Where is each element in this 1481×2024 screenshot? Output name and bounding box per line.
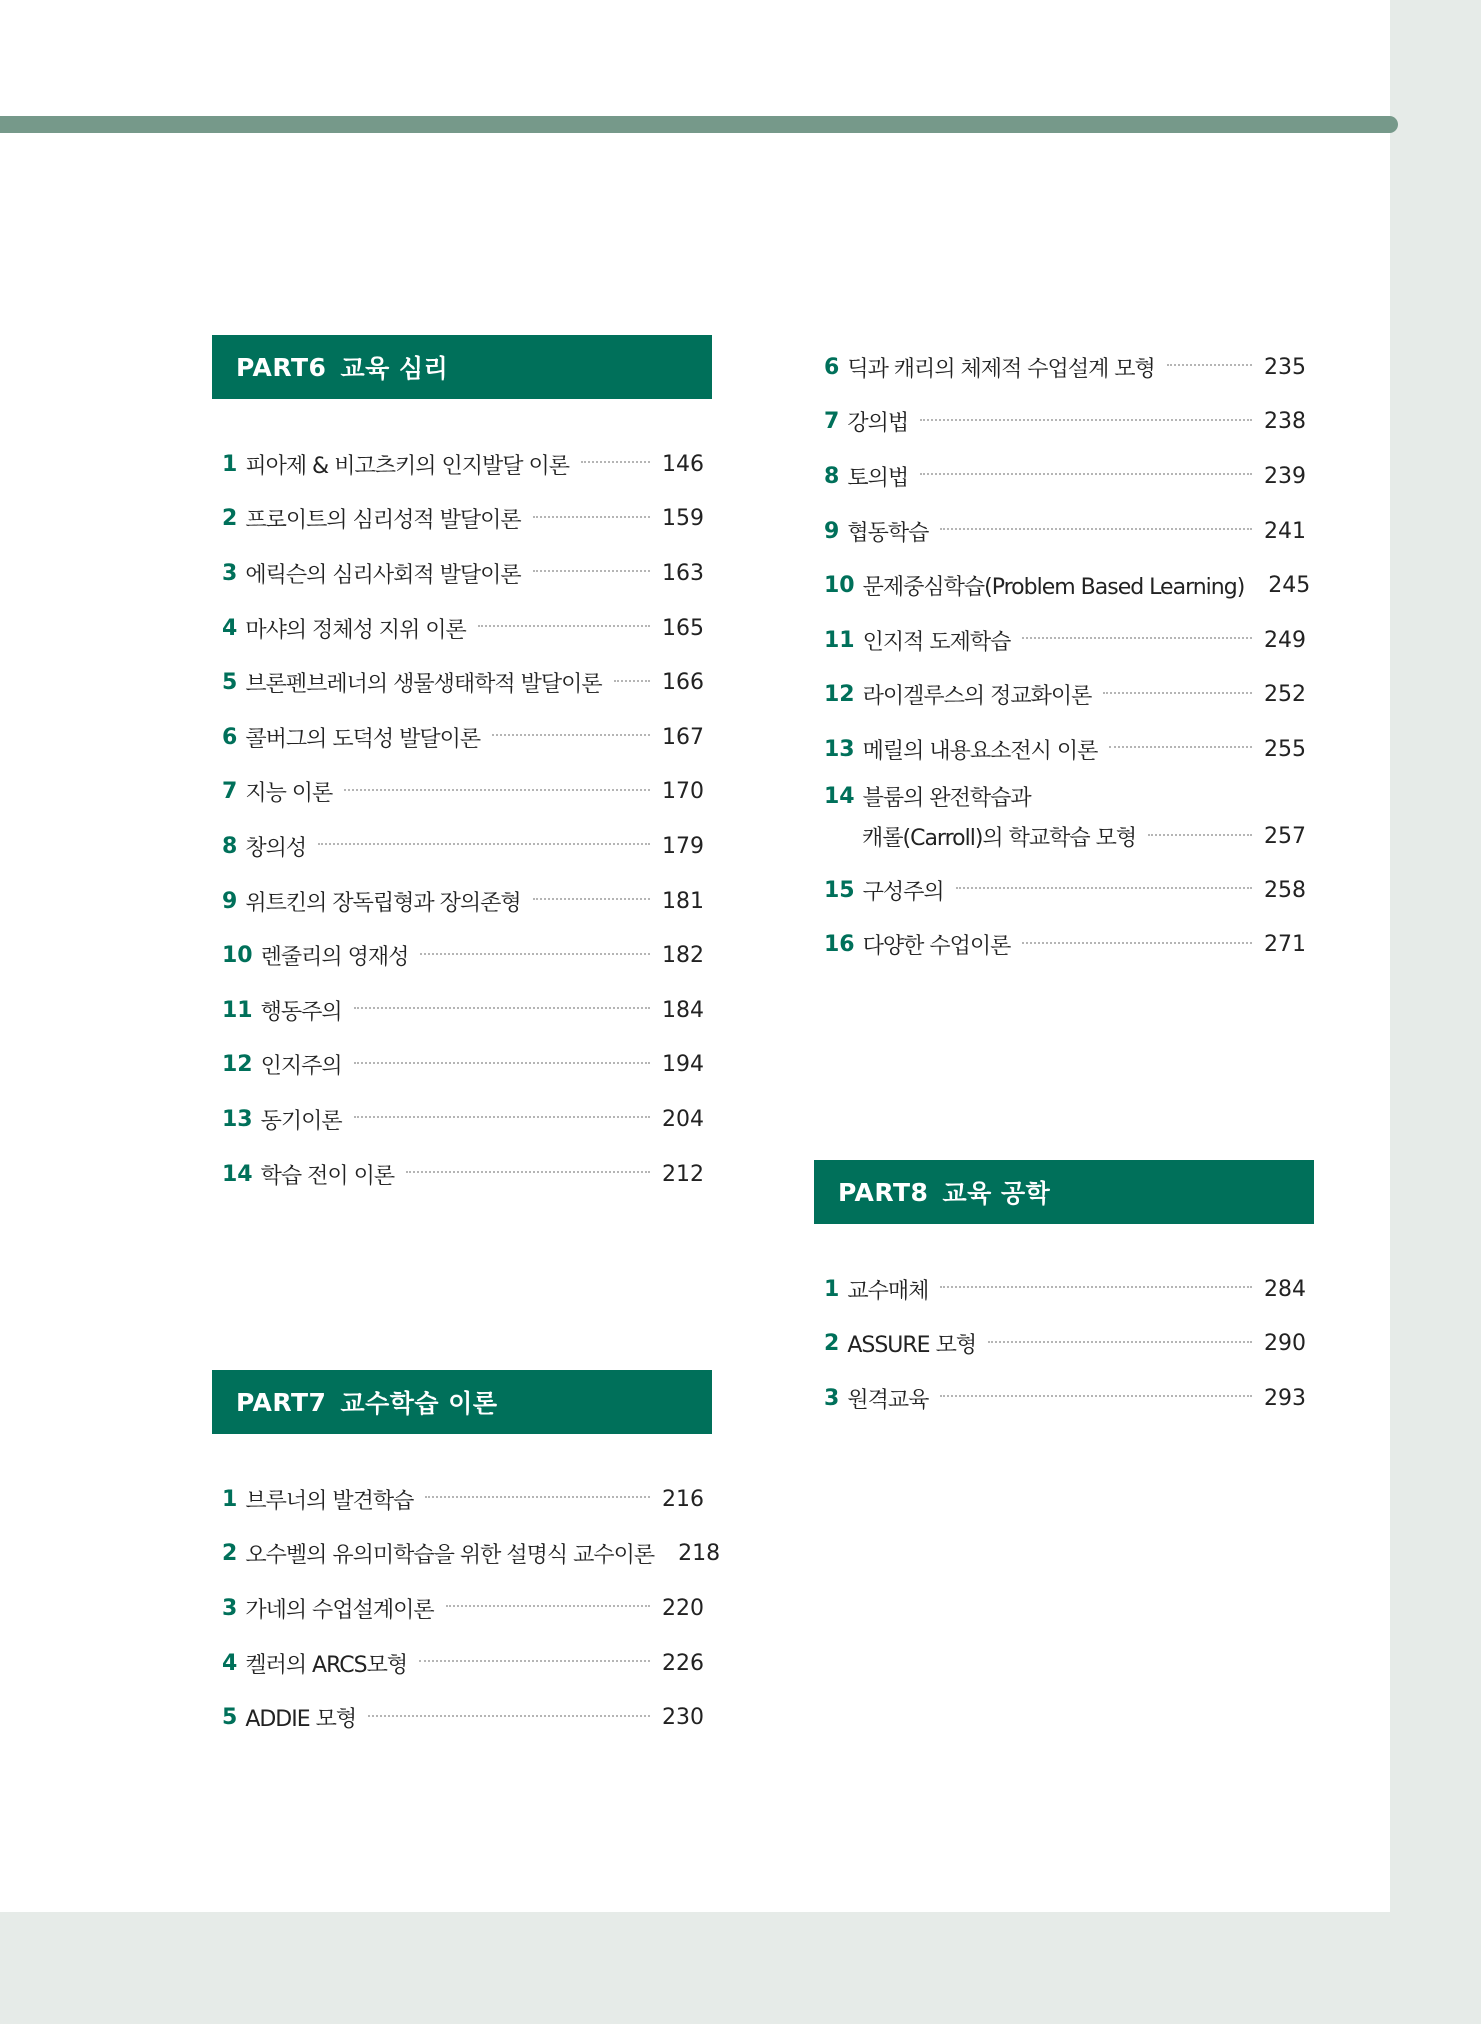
entry-number: 1 bbox=[222, 451, 238, 477]
entry-page: 204 bbox=[662, 1106, 704, 1132]
dot-leader bbox=[420, 953, 650, 955]
entry-page: 179 bbox=[662, 833, 704, 859]
entry-number: 6 bbox=[824, 354, 840, 380]
entry-page: 238 bbox=[1264, 409, 1306, 435]
entry-title: 오수벨의 유의미학습을 위한 설명식 교수이론 bbox=[245, 1543, 655, 1569]
entry-page: 220 bbox=[662, 1595, 704, 1621]
entry-number: 3 bbox=[222, 1595, 238, 1621]
toc-entry[interactable] bbox=[222, 546, 704, 601]
entry-page: 252 bbox=[1264, 682, 1306, 708]
entry-number: 1 bbox=[824, 1276, 840, 1302]
entry-number: 14 bbox=[824, 784, 855, 810]
entry-page: 166 bbox=[662, 670, 704, 696]
entry-number: 13 bbox=[222, 1106, 253, 1132]
entry-page: 194 bbox=[662, 1052, 704, 1078]
dot-leader bbox=[614, 680, 650, 682]
entry-title: 마샤의 정체성 지위 이론 bbox=[245, 617, 466, 643]
part7-entries bbox=[212, 1472, 721, 1745]
dot-leader bbox=[318, 843, 650, 845]
dot-leader bbox=[533, 516, 650, 518]
entry-page: 257 bbox=[1264, 824, 1306, 850]
entry-page: 182 bbox=[662, 943, 704, 969]
entry-number: 3 bbox=[824, 1385, 840, 1411]
part7-continued-entries bbox=[814, 340, 1314, 777]
part6-code: PART6 bbox=[236, 352, 327, 382]
dot-leader bbox=[354, 1116, 650, 1118]
part6-name: 교육 심리 bbox=[340, 354, 449, 383]
toc-entry[interactable] bbox=[824, 1317, 1306, 1372]
entry-page: 216 bbox=[662, 1486, 704, 1512]
entry-title: 행동주의 bbox=[260, 999, 342, 1025]
part7-name: 교수학습 이론 bbox=[340, 1389, 498, 1418]
entry-number: 2 bbox=[222, 506, 238, 532]
dot-leader bbox=[940, 528, 1252, 530]
dot-leader bbox=[1109, 746, 1252, 748]
toc-entry[interactable] bbox=[824, 395, 1306, 450]
entry-number: 1 bbox=[222, 1486, 238, 1512]
entry-number: 7 bbox=[824, 409, 840, 435]
dot-leader bbox=[419, 1660, 650, 1662]
entry-number: 12 bbox=[824, 682, 855, 708]
dot-leader bbox=[1103, 692, 1252, 694]
toc-entry[interactable] bbox=[222, 1527, 721, 1582]
entry-title: 브루너의 발견학습 bbox=[245, 1488, 414, 1514]
entry-title: 토의법 bbox=[847, 465, 909, 491]
dot-leader bbox=[581, 461, 650, 463]
entry-title: 라이겔루스의 정교화이론 bbox=[862, 684, 1092, 710]
toc-entry[interactable] bbox=[222, 983, 704, 1038]
entry-number: 5 bbox=[222, 1705, 238, 1731]
entry-title: 강의법 bbox=[847, 411, 909, 437]
dot-leader bbox=[988, 1341, 1252, 1343]
entry-page: 230 bbox=[662, 1705, 704, 1731]
toc-entry[interactable] bbox=[824, 504, 1306, 559]
entry-title: ADDIE 모형 bbox=[245, 1707, 357, 1733]
toc-entry[interactable] bbox=[222, 765, 704, 820]
entry-number: 10 bbox=[222, 943, 253, 969]
dot-leader bbox=[940, 1395, 1252, 1397]
part6-section bbox=[212, 335, 712, 1201]
toc-entry[interactable] bbox=[222, 1636, 704, 1691]
part8-header bbox=[814, 1160, 1314, 1224]
toc-entry[interactable] bbox=[222, 874, 704, 929]
entry-page: 258 bbox=[1264, 877, 1306, 903]
entry-title: 창의성 bbox=[245, 835, 307, 861]
entry-page: 226 bbox=[662, 1650, 704, 1676]
part7-header bbox=[212, 1370, 712, 1434]
entry-page: 245 bbox=[1268, 573, 1311, 599]
entry-page: 163 bbox=[662, 560, 704, 586]
toc-entry[interactable] bbox=[222, 1581, 704, 1636]
entry-number: 10 bbox=[824, 573, 855, 599]
entry-number: 2 bbox=[222, 1541, 238, 1567]
top-accent-bar bbox=[0, 116, 1398, 133]
part6-header bbox=[212, 335, 712, 399]
toc-entry[interactable] bbox=[824, 917, 1306, 972]
entry-page: 170 bbox=[662, 779, 704, 805]
toc-entry[interactable] bbox=[222, 492, 704, 547]
entry-title: ASSURE 모형 bbox=[847, 1333, 977, 1359]
entry-title: 인지주의 bbox=[260, 1054, 342, 1080]
entry-title: 교수매체 bbox=[847, 1278, 929, 1304]
part7-continued2-entries bbox=[814, 863, 1314, 972]
part6-entries bbox=[212, 437, 712, 1201]
entry-number: 2 bbox=[824, 1331, 840, 1357]
entry-number: 11 bbox=[824, 627, 855, 653]
toc-entry[interactable] bbox=[824, 613, 1306, 668]
dot-leader bbox=[368, 1715, 650, 1717]
entry-number: 11 bbox=[222, 997, 253, 1023]
dot-leader bbox=[425, 1496, 650, 1498]
entry-page: 239 bbox=[1264, 463, 1306, 489]
part8-code: PART8 bbox=[838, 1177, 929, 1207]
entry-title: 메릴의 내용요소전시 이론 bbox=[862, 738, 1098, 764]
entry-number: 5 bbox=[222, 670, 238, 696]
entry-number: 4 bbox=[222, 1650, 238, 1676]
part7-section bbox=[212, 1370, 721, 1745]
dot-leader bbox=[1167, 364, 1252, 366]
entry-title: 다양한 수업이론 bbox=[862, 934, 1011, 960]
toc-entry[interactable] bbox=[222, 1690, 704, 1745]
entry-title: 학습 전이 이론 bbox=[260, 1163, 395, 1189]
toc-entry[interactable] bbox=[222, 819, 704, 874]
entry-title: 딕과 캐리의 체제적 수업설계 모형 bbox=[847, 356, 1155, 382]
toc-entry[interactable] bbox=[824, 722, 1306, 777]
toc-entry[interactable] bbox=[222, 1092, 704, 1147]
entry-title: 구성주의 bbox=[862, 879, 944, 905]
toc-entry[interactable] bbox=[824, 668, 1306, 723]
dot-leader bbox=[533, 898, 650, 900]
entry-title: 블룸의 완전학습과 bbox=[862, 786, 1031, 812]
dot-leader bbox=[446, 1605, 650, 1607]
entry-number: 4 bbox=[222, 615, 238, 641]
entry-number: 8 bbox=[222, 833, 238, 859]
part8-entries bbox=[814, 1262, 1314, 1426]
entry-title: 위트킨의 장독립형과 장의존형 bbox=[245, 890, 521, 916]
entry-title: 켈러의 ARCS모형 bbox=[245, 1652, 408, 1678]
entry-title-continued: 캐롤(Carroll)의 학교학습 모형 bbox=[862, 826, 1137, 852]
entry-number: 12 bbox=[222, 1052, 253, 1078]
entry-page: 212 bbox=[662, 1161, 704, 1187]
entry-page: 218 bbox=[678, 1541, 721, 1567]
toc-entry[interactable] bbox=[824, 449, 1306, 504]
entry-page: 165 bbox=[662, 615, 704, 641]
toc-entry[interactable] bbox=[824, 558, 1311, 613]
dot-leader bbox=[940, 1286, 1252, 1288]
entry-page: 290 bbox=[1264, 1331, 1306, 1357]
toc-entry[interactable] bbox=[222, 710, 704, 765]
entry-page: 255 bbox=[1264, 736, 1306, 762]
entry-page: 159 bbox=[662, 506, 704, 532]
dot-leader bbox=[344, 789, 650, 791]
entry-page: 167 bbox=[662, 724, 704, 750]
entry-number: 9 bbox=[222, 888, 238, 914]
toc-entry[interactable] bbox=[222, 1038, 704, 1093]
entry-page: 184 bbox=[662, 997, 704, 1023]
dot-leader bbox=[1148, 834, 1252, 836]
entry-page: 284 bbox=[1264, 1276, 1306, 1302]
dot-leader bbox=[354, 1062, 650, 1064]
toc-entry[interactable] bbox=[222, 437, 704, 492]
dot-leader bbox=[1022, 637, 1252, 639]
entry-title: 콜버그의 도덕성 발달이론 bbox=[245, 726, 481, 752]
toc-entry[interactable] bbox=[222, 1472, 704, 1527]
dot-leader bbox=[956, 887, 1252, 889]
entry-number: 6 bbox=[222, 724, 238, 750]
dot-leader bbox=[533, 570, 650, 572]
entry-number: 3 bbox=[222, 560, 238, 586]
dot-leader bbox=[354, 1007, 650, 1009]
dot-leader bbox=[406, 1171, 650, 1173]
toc-entry[interactable] bbox=[222, 601, 704, 656]
toc-entry[interactable] bbox=[824, 340, 1306, 395]
entry-title: 원격교육 bbox=[847, 1387, 929, 1413]
part7-code: PART7 bbox=[236, 1387, 327, 1417]
entry-page: 241 bbox=[1264, 518, 1306, 544]
entry-number: 16 bbox=[824, 932, 855, 958]
toc-entry[interactable] bbox=[222, 928, 704, 983]
toc-entry[interactable] bbox=[222, 1147, 704, 1202]
entry-page: 249 bbox=[1264, 627, 1306, 653]
entry-title: 문제중심학습(Problem Based Learning) bbox=[862, 575, 1245, 601]
dot-leader bbox=[920, 419, 1252, 421]
toc-entry[interactable] bbox=[824, 863, 1306, 918]
entry-title: 지능 이론 bbox=[245, 781, 333, 807]
dot-leader bbox=[492, 734, 650, 736]
entry-title: 에릭슨의 심리사회적 발달이론 bbox=[245, 562, 521, 588]
entry-number: 14 bbox=[222, 1161, 253, 1187]
entry-title: 프로이트의 심리성적 발달이론 bbox=[245, 508, 521, 534]
part8-name: 교육 공학 bbox=[942, 1179, 1051, 1208]
entry-page: 235 bbox=[1264, 354, 1306, 380]
entry-page: 146 bbox=[662, 451, 704, 477]
toc-entry[interactable] bbox=[824, 1262, 1306, 1317]
entry-title: 브론펜브레너의 생물생태학적 발달이론 bbox=[245, 672, 602, 698]
entry-number: 15 bbox=[824, 877, 855, 903]
entry-number: 7 bbox=[222, 779, 238, 805]
entry-number: 8 bbox=[824, 463, 840, 489]
part7-entry-14[interactable] bbox=[814, 777, 1314, 857]
entry-title: 협동학습 bbox=[847, 520, 929, 546]
dot-leader bbox=[1022, 942, 1252, 944]
dot-leader bbox=[478, 625, 650, 627]
entry-title: 가네의 수업설계이론 bbox=[245, 1597, 434, 1623]
part8-section bbox=[814, 1160, 1314, 1426]
entry-page: 271 bbox=[1264, 932, 1306, 958]
entry-title: 인지적 도제학습 bbox=[862, 629, 1011, 655]
entry-number: 9 bbox=[824, 518, 840, 544]
entry-page: 181 bbox=[662, 888, 704, 914]
entry-title: 동기이론 bbox=[260, 1108, 342, 1134]
part7-continued-section bbox=[814, 340, 1314, 972]
entry-title: 피아제 & 비고츠키의 인지발달 이론 bbox=[245, 453, 569, 479]
dot-leader bbox=[920, 473, 1252, 475]
toc-entry[interactable] bbox=[222, 655, 704, 710]
toc-entry[interactable] bbox=[824, 1371, 1306, 1426]
entry-number: 13 bbox=[824, 736, 855, 762]
entry-title: 렌줄리의 영재성 bbox=[260, 945, 409, 971]
entry-page: 293 bbox=[1264, 1385, 1306, 1411]
